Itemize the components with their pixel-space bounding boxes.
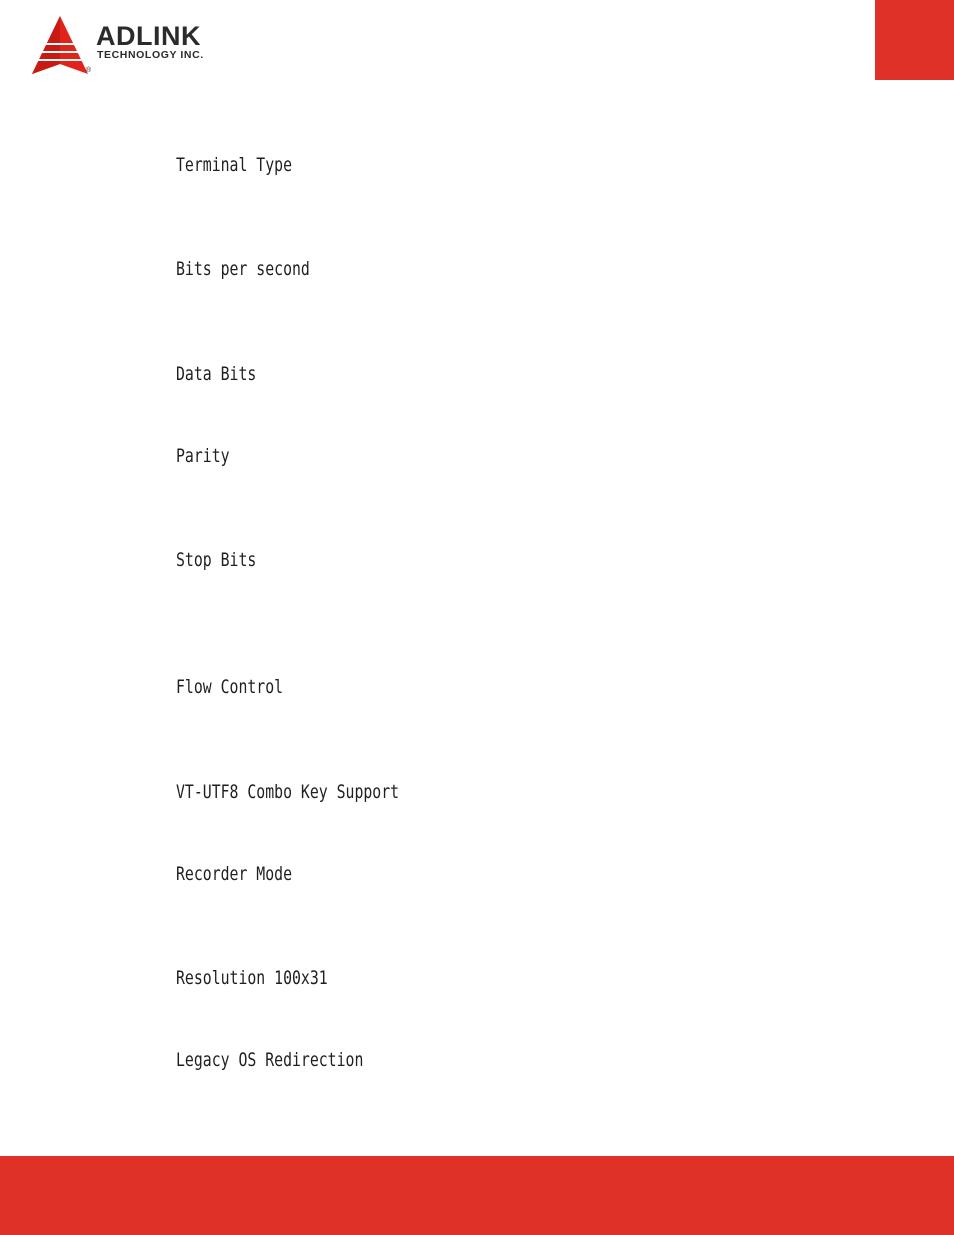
logo-brand-name: ADLINK <box>96 21 201 51</box>
logo-tagline: TECHNOLOGY INC. <box>97 49 204 61</box>
setting-bits-per-second: Bits per second <box>176 258 310 280</box>
setting-terminal-type: Terminal Type <box>176 154 293 176</box>
corner-tab <box>875 0 954 80</box>
setting-recorder-mode: Recorder Mode <box>176 863 293 885</box>
setting-flow-control: Flow Control <box>176 676 284 698</box>
registered-mark: ® <box>86 67 92 74</box>
setting-parity: Parity <box>176 445 230 467</box>
setting-data-bits: Data Bits <box>176 363 257 385</box>
adlink-logo <box>30 14 230 78</box>
setting-vt-utf8-combo-key-support: VT-UTF8 Combo Key Support <box>176 781 400 803</box>
setting-stop-bits: Stop Bits <box>176 549 257 571</box>
footer-band <box>0 1156 954 1235</box>
setting-resolution: Resolution 100x31 <box>176 967 328 989</box>
setting-legacy-os-redirection: Legacy OS Redirection <box>176 1049 364 1071</box>
